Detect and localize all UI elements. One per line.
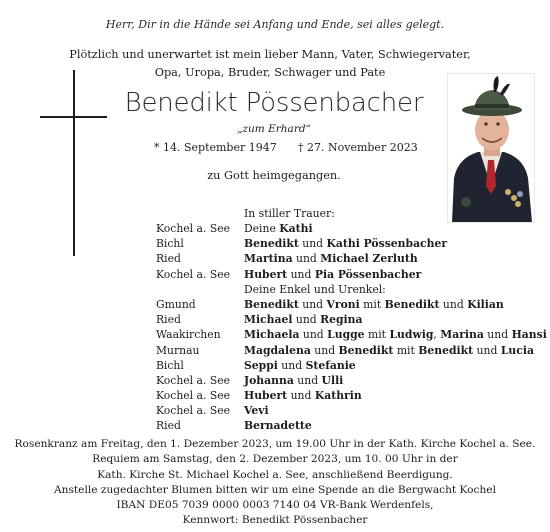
mourner-row — [156, 358, 496, 373]
mourner-name: Lugge — [327, 328, 365, 342]
mourner-place: Waakirchen — [156, 328, 221, 342]
mourner-name: Kilian — [467, 297, 504, 311]
passed-away-text: zu Gott heimgegangen. — [207, 169, 341, 182]
mourner-name: Vroni — [326, 297, 360, 311]
mourner-place: Kochel a. See — [156, 267, 231, 281]
mourner-row — [156, 297, 504, 312]
mourner-row — [156, 403, 496, 418]
connector-text: und — [310, 343, 339, 357]
footer-line: IBAN DE05 7039 0000 0003 7140 04 VR-Bank Werdenfels, — [116, 499, 434, 512]
mourner-row — [156, 312, 496, 327]
connector-text: und — [439, 297, 468, 311]
mourner-name: Hansi — [511, 328, 547, 342]
mourner-name: Benedikt — [338, 343, 394, 357]
mourner-names — [244, 327, 547, 342]
mourner-names — [244, 312, 362, 327]
mourner-place: Kochel a. See — [156, 389, 231, 403]
connector-text: und — [287, 267, 315, 281]
mourner-names — [244, 282, 386, 297]
death-date: † 27. November 2023 — [298, 141, 418, 154]
mourner-names — [244, 267, 421, 282]
mourner-names — [244, 418, 312, 433]
mourner-row — [156, 251, 496, 266]
intro-line: Plötzlich und unerwartet ist mein lieber Mann, Vater, Schwiegervater, — [69, 48, 471, 61]
connector-text: und — [473, 343, 501, 357]
mourner-row — [156, 267, 496, 282]
connector-text: und — [287, 389, 315, 403]
connector-text: Deine Enkel und Urenkel: — [244, 282, 386, 296]
connector-text: mit — [393, 343, 419, 357]
footer-line: Kennwort: Benedikt Pössenbacher — [182, 514, 368, 527]
mourner-name: Magdalena — [244, 343, 311, 357]
mourner-name: Benedikt — [418, 343, 474, 357]
portrait-photo — [447, 73, 535, 223]
mourner-names — [244, 358, 356, 373]
mourner-name: Vevi — [244, 404, 269, 418]
connector-text: und — [298, 297, 327, 311]
mourner-name: Hubert — [244, 267, 288, 281]
connector-text: und — [292, 252, 321, 266]
connector-text: und — [299, 328, 328, 342]
mourner-name: Michaela — [244, 328, 300, 342]
deceased-name: Benedikt Pössenbacher — [124, 88, 424, 118]
nickname: „zum Erhard“ — [237, 123, 311, 135]
mourner-place: Gmund — [156, 297, 196, 311]
connector-text: Deine — [244, 222, 280, 235]
mourner-row — [156, 388, 496, 403]
connector-text: mit — [364, 328, 390, 342]
mourner-row — [156, 418, 496, 433]
connector-text: mit — [359, 297, 385, 311]
intro-text — [60, 46, 480, 82]
mourner-list — [156, 221, 547, 434]
mourner-name: Michael — [244, 313, 293, 327]
mourner-name: Johanna — [244, 373, 294, 387]
mourner-name: Bernadette — [244, 419, 312, 433]
mourner-row — [156, 373, 496, 388]
mourner-place: Kochel a. See — [156, 404, 231, 418]
mourner-name: Kathi Pössenbacher — [326, 237, 448, 251]
mourner-place: Bichl — [156, 358, 184, 372]
mourner-name: Regina — [320, 313, 363, 327]
mourner-name: Seppi — [244, 358, 278, 372]
mourner-place: Murnau — [156, 343, 200, 357]
footer-line: Rosenkranz am Freitag, den 1. Dezember 2023, um 19.00 Uhr in der Kath. Kirche Kochel a. See. — [14, 438, 536, 450]
connector-text: und — [483, 328, 512, 342]
mourner-row — [156, 343, 534, 358]
mourner-name: Michael Zerluth — [320, 252, 418, 266]
mourner-place: Bichl — [156, 237, 184, 251]
connector-text: und — [277, 358, 306, 372]
mourner-name: Kathrin — [314, 389, 362, 403]
funeral-details — [0, 437, 550, 529]
mourner-place: Ried — [156, 252, 181, 266]
mourner-place: Ried — [156, 419, 181, 433]
mourning-heading: In stiller Trauer: — [244, 207, 335, 220]
connector-text: und — [298, 237, 327, 251]
mourner-name: Benedikt — [384, 297, 440, 311]
mourner-row — [156, 236, 496, 251]
mourner-names — [244, 297, 504, 312]
mourner-name: Ulli — [321, 373, 344, 387]
connector-text: und — [292, 313, 321, 327]
footer-line: Anstelle zugedachter Blumen bitten wir um eine Spende an die Bergwacht Kochel — [54, 483, 496, 496]
mourner-names — [244, 373, 343, 388]
portrait-illustration — [448, 74, 534, 222]
birth-date: * 14. September 1947 — [154, 141, 277, 154]
mourner-names — [244, 251, 418, 266]
intro-line: Opa, Uropa, Bruder, Schwager und Pate — [154, 66, 386, 79]
mourner-names — [244, 236, 447, 251]
cross-icon — [73, 70, 75, 256]
mourner-place: Ried — [156, 313, 181, 327]
mourner-name: Marina — [440, 328, 484, 342]
mourner-place: Kochel a. See — [156, 373, 231, 387]
footer-line: Kath. Kirche St. Michael Kochel a. See, anschließend Beerdigung. — [97, 468, 453, 481]
mourner-name: Benedikt — [244, 237, 299, 251]
connector-text: und — [293, 373, 322, 387]
motto-verse: Herr, Dir in die Hände sei Anfang und Ende, sei alles gelegt. — [105, 18, 445, 31]
mourner-row — [156, 282, 496, 297]
cross-icon-bar — [40, 116, 107, 118]
mourner-name: Pia Pössenbacher — [314, 267, 422, 281]
mourner-names — [244, 221, 313, 236]
mourner-name: Martina — [244, 252, 293, 266]
mourner-names — [244, 343, 534, 358]
mourner-names — [244, 388, 362, 403]
connector-text: , — [433, 328, 441, 342]
mourner-name: Kathi — [279, 222, 313, 235]
mourner-name: Hubert — [244, 389, 288, 403]
mourner-row — [156, 327, 547, 342]
mourner-place: Kochel a. See — [156, 222, 231, 235]
footer-line: Requiem am Samstag, den 2. Dezember 2023, um 10. 00 Uhr in der — [92, 453, 458, 466]
mourner-name: Lucia — [500, 343, 534, 357]
mourner-name: Stefanie — [305, 358, 356, 372]
mourner-row — [156, 221, 496, 236]
mourner-name: Ludwig — [389, 328, 434, 342]
mourner-name: Benedikt — [244, 297, 299, 311]
mourner-names — [244, 403, 269, 418]
